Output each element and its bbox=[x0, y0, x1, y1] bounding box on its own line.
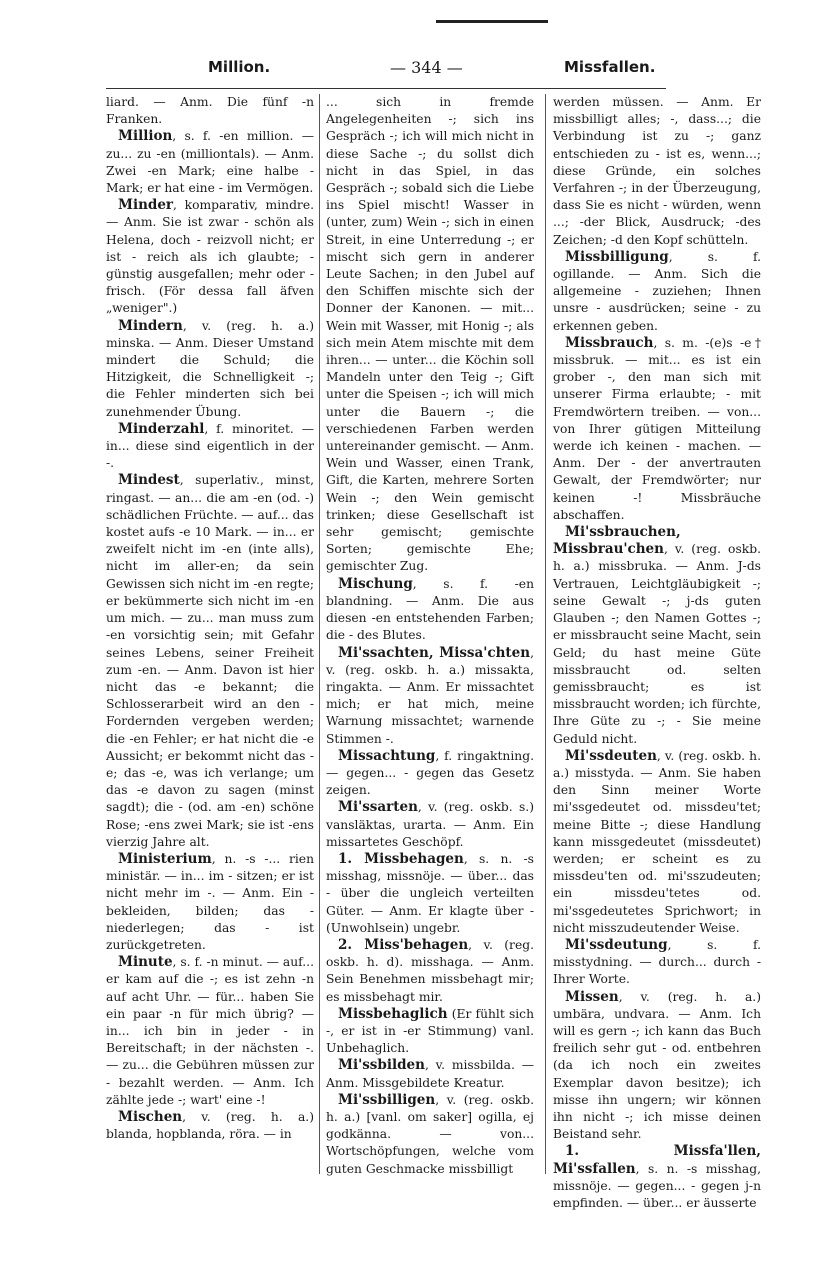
column-divider bbox=[319, 94, 320, 1174]
entry-continuation: werden müssen. — Anm. Er missbilligt alles; -, dass...; die Verbindung ist zu -; ganz entschieden zu - ist es, wenn...; diese Gründe, ein solches Verfahren -; in der Überzeugung, dass Sie es nicht - würden, wenn ...; -der Blick, Ausdruck; -des Zeichen; -d den Kopf schütteln. bbox=[553, 95, 761, 247]
running-header bbox=[96, 58, 666, 86]
headword: 1. Missfa'llen, Mi'ssfallen bbox=[553, 1143, 761, 1177]
headword: Mindern bbox=[118, 317, 183, 334]
headword: Mi'ssachten, Missa'chten bbox=[338, 644, 531, 661]
entry: Missbilligung, s. f. ogillande. — Anm. Sich die allgemeine - zuziehen; Ihnen unsre - ausdrücken; seine - zu erkennen geben. bbox=[553, 248, 761, 333]
top-rule bbox=[436, 20, 548, 23]
headword: Minder bbox=[118, 197, 174, 214]
entry: 2. Miss'behagen, v. (reg. oskb. h. d). misshaga. — Anm. Sein Benehmen missbehagt mir; es missbehagt mir. bbox=[326, 936, 534, 1004]
headword: Million bbox=[118, 128, 173, 145]
right-running-head: Missfallen. bbox=[564, 58, 656, 76]
entry-continuation: liard. — Anm. Die fünf -n Franken. bbox=[106, 95, 314, 127]
entry-continuation: ... sich in fremde Angelegenheiten -; sich ins Gespräch -; ich will mich nicht in diese Sache -; du sollst dich nicht in das Spiel, in das Gespräch -; sobald sich die Liebe ins Spiel mischt! Wasser in (unter, zum) Wein -; sich in einen Streit, in eine Unterredung -; er mischt sich gern in anderer Leute Sachen; in den Jubel auf den Schiffen mischte sich der Donner der Kanonen. — mit... Wein mit Wasser, mit Honig -; als sich mein Atem mischte mit dem ihren... — unter... die Köchin soll Mandeln unter den Teig -; Gift unter die Speisen -; ich will mich unter die Bauern -; die verschiedenen Farben werden untereinander gemischt. — Anm. Wein und Wasser, einen Trank, Gift, die Karten, mehrere Sorten Wein -; den Wein gemischt trinken; diese Gesellschaft ist sehr gemischt; gemischte Sorten; gemischte Ehe; gemischter Zug. bbox=[326, 95, 534, 574]
headword: Mi'ssdeuten bbox=[565, 747, 657, 764]
left-running-head: Million. bbox=[208, 58, 271, 76]
entry: Mischen, v. (reg. h. a.) blanda, hopblanda, röra. — in bbox=[106, 1108, 314, 1142]
column-3 bbox=[553, 94, 761, 1212]
headword: Missbehaglich bbox=[338, 1005, 448, 1022]
headword: Minute bbox=[118, 954, 173, 971]
entry: Mi'ssarten, v. (reg. oskb. s.) vansläktas, urarta. — Anm. Ein missartetes Geschöpf. bbox=[326, 799, 534, 849]
headword: Mindest bbox=[118, 472, 180, 489]
entry: Mi'ssachten, Missa'chten, v. (reg. oskb. h. a.) missakta, ringakta. — Anm. Er missachtet mich; er hat mich, meine Warnung missachtet; warnende Stimmen -. bbox=[326, 644, 534, 746]
column-divider bbox=[545, 94, 546, 1174]
headword: Mi'ssarten bbox=[338, 799, 418, 816]
entry: Missbrauch, s. m. -(e)s -e† missbruk. — mit... es ist ein grober -, den man sich mit unserer Firma erlaubte; - mit Fremdwörtern treiben. — von... von Ihrer gütigen Mitteilung werde ich keinen - machen. — Anm. Der - der anvertrauten Gewalt, der Fremdwörter; nur keinen -! Missbräuche abschaffen. bbox=[553, 334, 761, 522]
headword: Mi'ssbrauchen, Missbrau'chen bbox=[553, 524, 681, 558]
headword: Mi'ssdeutung bbox=[565, 936, 668, 953]
headword: Mischen bbox=[118, 1108, 183, 1125]
headword: Missbrauch bbox=[565, 334, 654, 351]
entry: Minderzahl, f. minoritet. — in... diese sind eigentlich in der -. bbox=[106, 420, 314, 471]
headword: Mi'ssbilligen bbox=[338, 1091, 436, 1108]
entry: Mindest, superlativ., minst, ringast. — an... die am -en (od. -) schädlichen Früchte. — auf... das kostet aufs -e 10 Mark. — in... er zweifelt nicht im -en (inte alls), nicht im aller-en; da sein Gewissen sich nicht im -en regte; er bekümmerte sich nicht im -en um mich. — zu... man muss zum -en vorsichtig sein; mit Gefahr seines Lebens, seiner Freiheit zum -en. — Anm. Davon ist hier nicht das -e bekannt; die Schlosserarbeit wird an den -Fordernden vergeben werden; die -en Fehler; er hat nicht die -e Aussicht; er bekommt nicht das -e; das -e, was ich verlange; um das -e davon zu sagen (minst sagdt); die - (od. am -en) schöne Rose; -ens zwei Mark; sie ist -ens vierzig Jahre alt. bbox=[106, 472, 314, 849]
entry: Mi'ssbilligen, v. (reg. oskb. h. a.) [vanl. om saker] ogilla, ej godkänna. — von... Wortschöpfungen, welche vom guten Geschmacke missbilligt bbox=[326, 1091, 534, 1176]
entry: Mi'ssbilden, v. missbilda. — Anm. Missgebildete Kreatur. bbox=[326, 1057, 534, 1090]
entry: Missen, v. (reg. h. a.) umbära, undvara. — Anm. Ich will es gern -; ich kann das Buch freilich sehr gut - od. entbehren (da ich noch ein zweites Exemplar davon besitze); ich misse ihn ungern; wir können ihn nicht -; ich misse deinen Beistand sehr. bbox=[553, 988, 761, 1142]
headword: Missbilligung bbox=[565, 248, 669, 265]
headword: Ministerium bbox=[118, 850, 212, 867]
entry: Mindern, v. (reg. h. a.) minska. — Anm. Dieser Umstand mindert die Schuld; die Hitzigkeit, die Schnelligkeit -; die Fehler minderten sich bei zunehmender Übung. bbox=[106, 317, 314, 419]
headword: Minderzahl bbox=[118, 420, 205, 437]
headword: 1. Missbehagen bbox=[338, 850, 464, 867]
headword: Mischung bbox=[338, 575, 413, 592]
entry: Minute, s. f. -n minut. — auf... er kam auf die -; es ist zehn -n auf acht Uhr. — für... haben Sie ein paar -n für mich übrig? — in... ich bin in jeder - in Bereitschaft; in der nächsten -. — zu... die Gebühren müssen zur - bezahlt werden. — Anm. Ich zählte jede -; wart' eine -! bbox=[106, 954, 314, 1107]
page-number: — 344 — bbox=[390, 58, 463, 77]
headword: Mi'ssbilden bbox=[338, 1057, 425, 1074]
entry: Mi'ssdeutung, s. f. misstydning. — durch... durch - Ihrer Worte. bbox=[553, 936, 761, 987]
header-rule bbox=[106, 88, 666, 89]
column-2 bbox=[326, 94, 534, 1178]
entry: Mischung, s. f. -en blandning. — Anm. Die aus diesen -en entstehenden Farben; die - des Blutes. bbox=[326, 575, 534, 643]
entry: Million, s. f. -en million. — zu... zu -en (milliontals). — Anm. Zwei -en Mark; eine halbe - Mark; er hat eine - im Vermögen. bbox=[106, 128, 314, 196]
headword: Missachtung bbox=[338, 747, 436, 764]
entry: Mi'ssdeuten, v. (reg. oskb. h. a.) misstyda. — Anm. Sie haben den Sinn meiner Worte mi'ssgedeutet od. missdeu'tet; meine Bitte -; diese Handlung kann missgedeutet (missdeutet) werden; er scheint es zu missdeu'ten od. mi'sszudeuten; ein missdeu'tetes od. mi'ssgedeutetes Sprichwort; in nicht misszudeutender Weise. bbox=[553, 747, 761, 935]
entry: Minder, komparativ, mindre. — Anm. Sie ist zwar - schön als Helena, doch - reizvoll nicht; er ist - reich als ich glaubte; - günstig ausgefallen; mehr oder - frisch. (För dessa fall äfven „weniger".) bbox=[106, 197, 314, 316]
entry: Mi'ssbrauchen, Missbrau'chen, v. (reg. oskb. h. a.) missbruka. — Anm. J-ds Vertrauen, Leichtgläubigkeit -; seine Gewalt -; j-ds guten Glauben -; den Namen Gottes -; er missbraucht seine Macht, sein Geld; du hast meine Güte missbraucht od. selten gemissbraucht; es ist missbraucht worden; ich fürchte, Ihre Güte zu -; - Sie meine Geduld nicht. bbox=[553, 524, 761, 746]
entry: 1. Missfa'llen, Mi'ssfallen, s. n. -s misshag, missnöje. — gegen... - gegen j-n empfinden. — über... er äusserte bbox=[553, 1143, 761, 1210]
entry: Missachtung, f. ringaktning. — gegen... - gegen das Gesetz zeigen. bbox=[326, 747, 534, 798]
entry: Missbehaglich (Er fühlt sich -, er ist in -er Stimmung) vanl. Unbehaglich. bbox=[326, 1005, 534, 1056]
headword: 2. Miss'behagen bbox=[338, 936, 469, 953]
entry: Ministerium, n. -s -... rien ministär. — in... im - sitzen; er ist nicht mehr im -. — Anm. Ein - bekleiden, bilden; das - niederlegen; das - ist zurückgetreten. bbox=[106, 850, 314, 952]
column-1 bbox=[106, 94, 314, 1143]
entry: 1. Missbehagen, s. n. -s misshag, missnöje. — über... das - über die ungleich verteilten Güter. — Anm. Er klagte über - (Unwohlsein) ungebr. bbox=[326, 850, 534, 935]
headword: Missen bbox=[565, 988, 619, 1005]
